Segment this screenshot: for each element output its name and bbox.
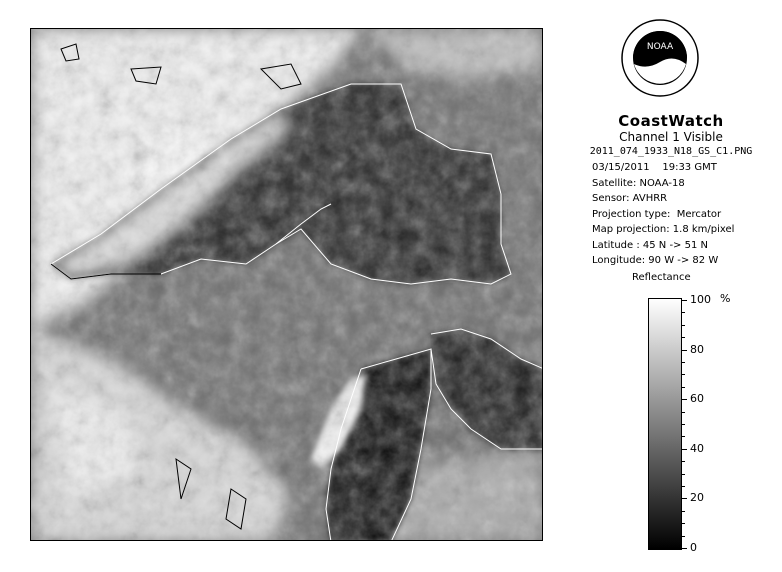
satellite-label: Satellite: NOAA-18 bbox=[592, 177, 685, 189]
sensor-label: Sensor: AVHRR bbox=[592, 193, 668, 204]
reflectance-colorbar bbox=[648, 298, 682, 550]
colorbar-minor-tick bbox=[682, 424, 685, 425]
colorbar-minor-tick bbox=[682, 511, 685, 512]
map-projection-label: Map projection: 1.8 km/pixel bbox=[592, 224, 735, 235]
longitude-label: Longitude: 90 W -> 82 W bbox=[592, 255, 719, 266]
metadata-block bbox=[592, 160, 782, 269]
colorbar-minor-tick bbox=[682, 412, 685, 413]
colorbar-tick bbox=[682, 300, 687, 301]
colorbar-tick-label: 0 bbox=[690, 541, 697, 554]
noaa-logo-icon bbox=[620, 18, 700, 98]
colorbar-minor-tick bbox=[682, 523, 685, 524]
channel-label: Channel 1 Visible bbox=[619, 130, 723, 144]
projection-type-label: Projection type: Mercator bbox=[592, 208, 722, 220]
colorbar-minor-tick bbox=[682, 461, 685, 462]
colorbar-tick-label: 60 bbox=[690, 392, 704, 406]
colorbar-minor-tick bbox=[682, 325, 685, 326]
colorbar-tick bbox=[682, 399, 687, 400]
colorbar-minor-tick bbox=[682, 474, 685, 475]
colorbar-tick-label: 100 bbox=[690, 293, 711, 306]
brand-title: CoastWatch bbox=[618, 112, 724, 130]
colorbar-tick bbox=[682, 350, 687, 351]
latitude-label: Latitude : 45 N -> 51 N bbox=[592, 239, 708, 251]
colorbar-minor-tick bbox=[682, 536, 685, 537]
satellite-image bbox=[30, 28, 543, 541]
colorbar-tick bbox=[682, 498, 687, 499]
colorbar-minor-tick bbox=[682, 337, 685, 338]
colorbar-tick bbox=[682, 449, 687, 450]
colorbar-minor-tick bbox=[682, 436, 685, 437]
legend-unit: % bbox=[720, 292, 731, 305]
colorbar-minor-tick bbox=[682, 486, 685, 487]
colorbar-tick-label: 40 bbox=[690, 441, 704, 455]
colorbar-minor-tick bbox=[682, 387, 685, 388]
colorbar-minor-tick bbox=[682, 362, 685, 363]
satellite-image-svg bbox=[31, 29, 543, 541]
colorbar-tick-label: 20 bbox=[690, 491, 704, 505]
colorbar-minor-tick bbox=[682, 312, 685, 313]
colorbar-minor-tick bbox=[682, 374, 685, 375]
logo-agency-text: NOAA bbox=[646, 42, 674, 52]
colorbar-tick bbox=[682, 548, 687, 549]
legend-title: Reflectance bbox=[632, 272, 691, 283]
datetime-label: 03/15/2011 19:33 GMT bbox=[592, 162, 717, 173]
filename-label: 2011_074_1933_N18_GS_C1.PNG bbox=[589, 146, 753, 157]
colorbar-tick-label: 80 bbox=[690, 342, 704, 356]
